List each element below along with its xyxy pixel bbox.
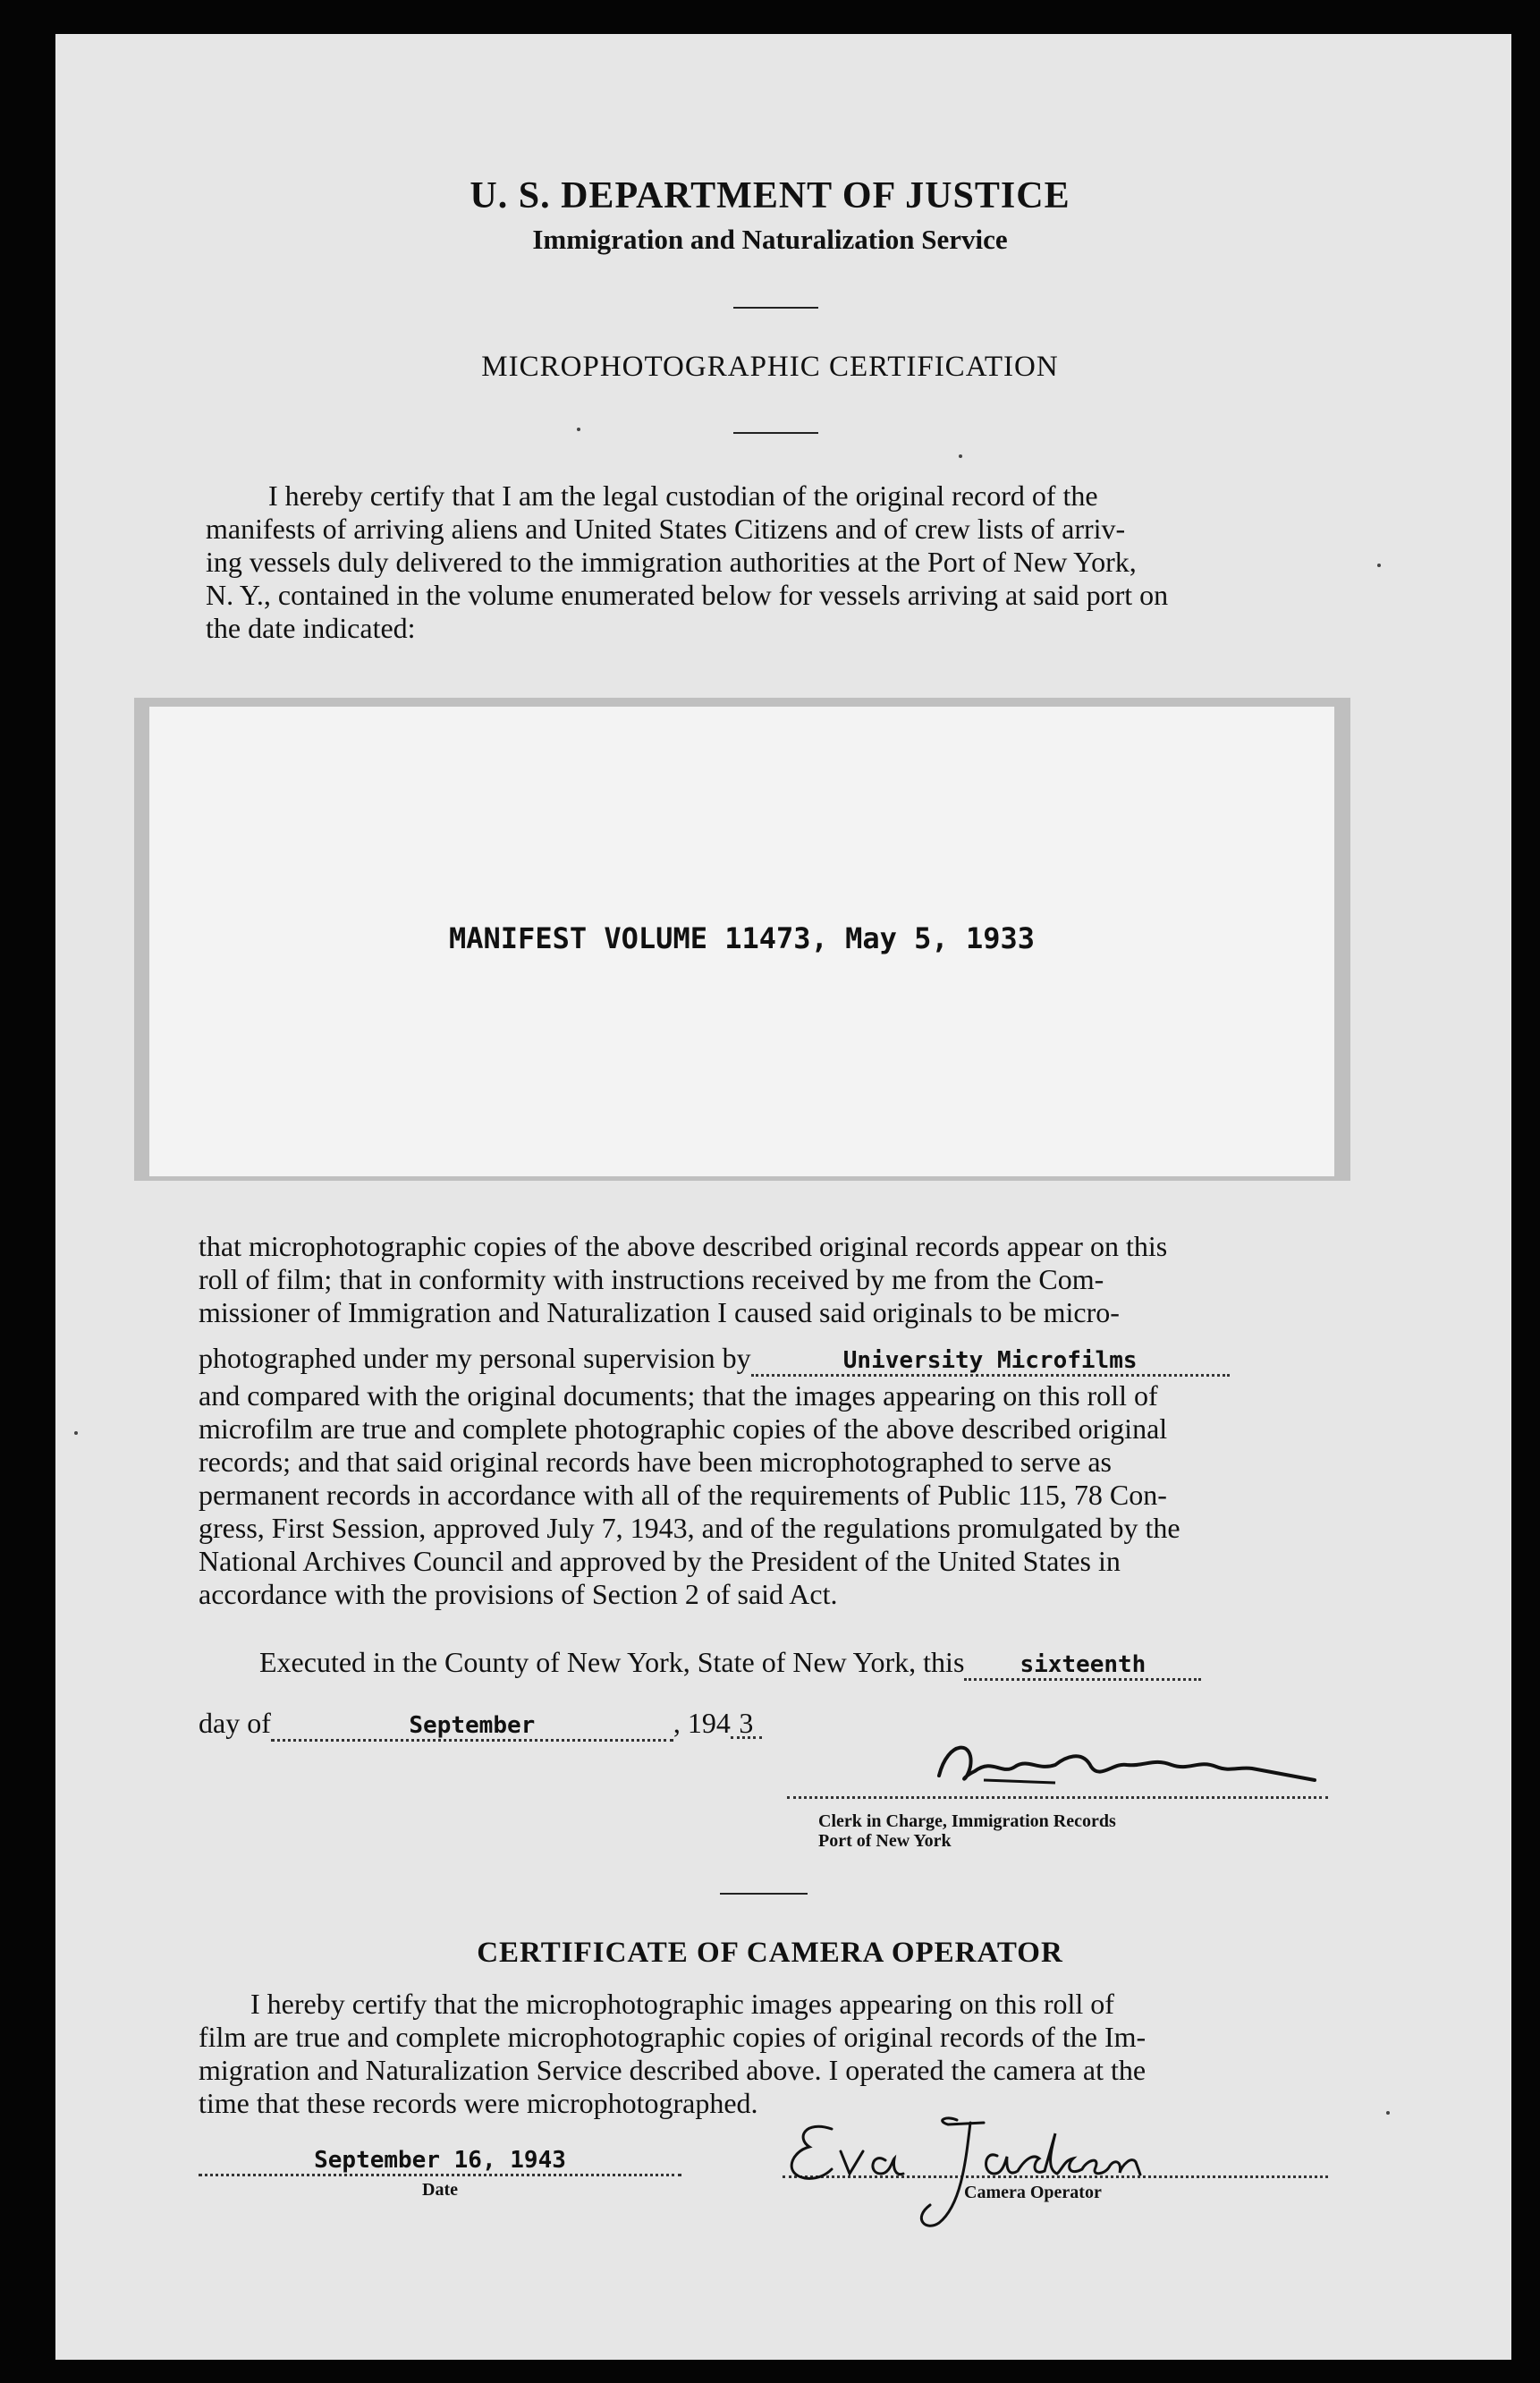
body-line: roll of film; that in conformity with instructions received by me from the Com-	[199, 1263, 1104, 1295]
executed-line	[259, 1646, 1201, 1681]
body-paragraph-1	[199, 1230, 1341, 1329]
executed-prefix: Executed in the County of New York, State of New York, this	[259, 1646, 965, 1678]
date-label: Date	[422, 2180, 458, 2200]
intro-line: I hereby certify that I am the legal custodian of the original record of the	[268, 479, 1098, 512]
film-speck	[577, 428, 580, 431]
service-subtitle: Immigration and Naturalization Service	[532, 224, 1008, 255]
year-field: 3	[731, 1709, 762, 1739]
body-line: and compared with the original documents; that the images appearing on this roll of	[199, 1379, 1158, 1412]
clerk-title-line2: Port of New York	[818, 1831, 952, 1851]
intro-line: N. Y., contained in the volume enumerated below for vessels arriving at said port on	[206, 579, 1169, 611]
operator-label: Camera Operator	[964, 2183, 1102, 2202]
year-prefix: , 194	[673, 1707, 731, 1739]
operator-line: film are true and complete microphotographic copies of original records of the Im-	[199, 2021, 1147, 2053]
intro-line: the date indicated:	[206, 612, 416, 644]
body-line: that microphotographic copies of the above described original records appear on this	[199, 1230, 1168, 1262]
operator-signature-icon	[778, 2098, 1172, 2232]
clerk-title	[818, 1811, 1116, 1851]
operator-line: I hereby certify that the microphotographic images appearing on this roll of	[250, 1988, 1114, 2020]
divider-top	[733, 307, 818, 309]
operator-line: time that these records were microphotographed.	[199, 2087, 758, 2119]
department-title: U. S. DEPARTMENT OF JUSTICE	[470, 175, 1070, 216]
clerk-title-line1: Clerk in Charge, Immigration Records	[818, 1811, 1116, 1831]
divider-bottom	[720, 1893, 808, 1895]
body-line: gress, First Session, approved July 7, 1943, and of the regulations promulgated by the	[199, 1512, 1180, 1544]
body-line: missioner of Immigration and Naturalization I caused said originals to be micro-	[199, 1296, 1120, 1328]
divider-middle	[733, 432, 818, 434]
manifest-volume-label: MANIFEST VOLUME 11473, May 5, 1933	[448, 921, 1036, 955]
film-speck	[959, 454, 962, 458]
intro-line: ing vessels duly delivered to the immigration authorities at the Port of New York,	[206, 546, 1137, 578]
month-field: September	[271, 1712, 673, 1742]
date-block	[199, 2147, 681, 2200]
film-speck	[1377, 564, 1381, 567]
day-of-label: day of	[199, 1707, 271, 1739]
operator-line: migration and Naturalization Service described above. I operated the camera at the	[199, 2054, 1147, 2086]
supervisor-field: University Microfilms	[751, 1347, 1230, 1377]
intro-paragraph	[206, 479, 1343, 645]
date-field: September 16, 1943	[199, 2147, 681, 2176]
clerk-signature-icon	[930, 1731, 1324, 1802]
supervision-line	[199, 1342, 1341, 1377]
body-line: microfilm are true and complete photographic copies of the above described original	[199, 1412, 1168, 1445]
body-line: permanent records in accordance with all of the requirements of Public 115, 78 Con-	[199, 1479, 1167, 1511]
body-line: accordance with the provisions of Section 2 of said Act.	[199, 1578, 838, 1610]
supervision-prefix: photographed under my personal supervision by	[199, 1342, 751, 1374]
body-paragraph-2	[199, 1379, 1341, 1611]
certification-title: MICROPHOTOGRAPHIC CERTIFICATION	[481, 351, 1059, 383]
day-field: sixteenth	[964, 1651, 1201, 1681]
body-line: records; and that said original records have been microphotographed to serve as	[199, 1446, 1112, 1478]
day-of-line	[199, 1707, 762, 1742]
film-speck	[1386, 2111, 1390, 2115]
camera-operator-heading: CERTIFICATE OF CAMERA OPERATOR	[477, 1937, 1063, 1969]
intro-line: manifests of arriving aliens and United States Citizens and of crew lists of arriv-	[206, 513, 1126, 545]
film-speck	[74, 1431, 78, 1435]
body-line: National Archives Council and approved by the President of the United States in	[199, 1545, 1121, 1577]
